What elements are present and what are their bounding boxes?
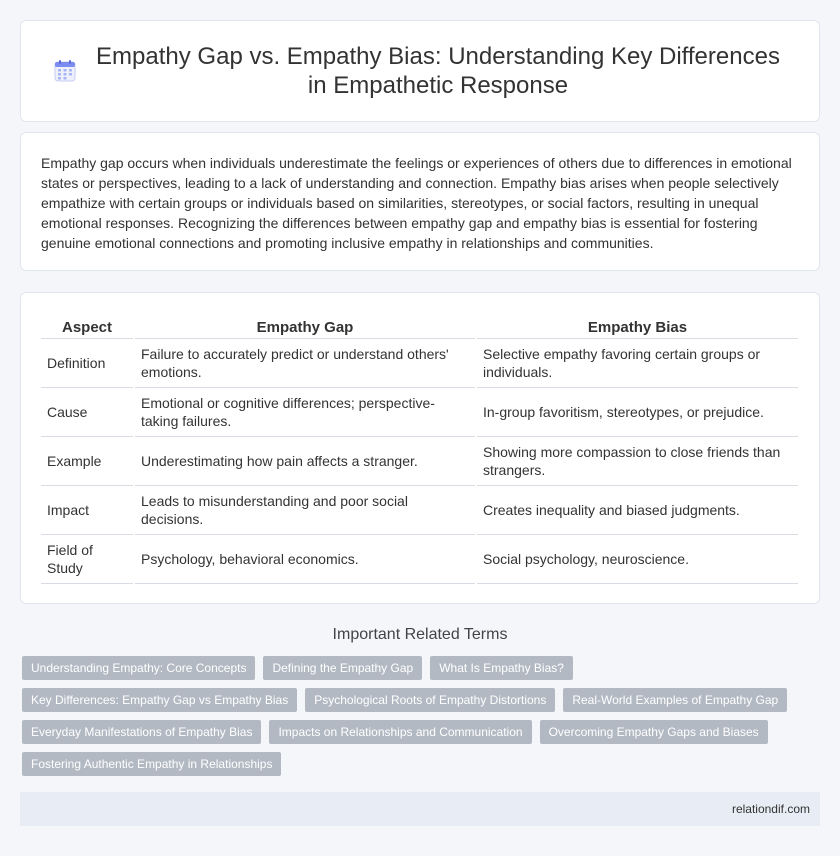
calendar-icon xyxy=(53,59,77,83)
row-empathy-bias: Selective empathy favoring certain groups or individuals. xyxy=(476,338,798,387)
related-term-tag[interactable]: Impacts on Relationships and Communication xyxy=(269,720,531,744)
row-aspect: Impact xyxy=(41,485,134,534)
page-title: Empathy Gap vs. Empathy Bias: Understanding Key Differences in Empathetic Response xyxy=(96,43,780,99)
row-aspect: Cause xyxy=(41,387,134,436)
table-row xyxy=(41,436,798,485)
row-empathy-gap: Leads to misunderstanding and poor social decisions. xyxy=(134,485,476,534)
footer xyxy=(20,792,820,826)
related-term-tag[interactable]: Everyday Manifestations of Empathy Bias xyxy=(22,720,261,744)
table-header-row xyxy=(41,313,798,338)
row-empathy-gap: Psychology, behavioral economics. xyxy=(134,534,476,583)
related-terms-list xyxy=(22,656,812,776)
header-empathy-bias: Empathy Bias xyxy=(476,313,798,338)
comparison-card xyxy=(20,292,820,604)
table-row xyxy=(41,338,798,387)
intro-paragraph: Empathy gap occurs when individuals underestimate the feelings or experiences of others due to differences in emotional states or perspectives, leading to a lack of understanding and connection. Empathy bias arises when people selectively empathize with certain groups or individuals based on similarities, stereotypes, or social factors, resulting in unequal emotional responses. Recognizing the differences between empathy gap and empathy bias is essential for fostering genuine emotional connections and promoting inclusive empathy in relationships and communities. xyxy=(41,155,792,251)
related-term-tag[interactable]: What Is Empathy Bias? xyxy=(430,656,573,680)
row-empathy-gap: Underestimating how pain affects a stranger. xyxy=(134,436,476,485)
row-aspect: Field of Study xyxy=(41,534,134,583)
row-empathy-bias: Showing more compassion to close friends than strangers. xyxy=(476,436,798,485)
row-empathy-bias: In-group favoritism, stereotypes, or prejudice. xyxy=(476,387,798,436)
header-empathy-gap: Empathy Gap xyxy=(134,313,476,338)
row-empathy-bias: Social psychology, neuroscience. xyxy=(476,534,798,583)
row-aspect: Definition xyxy=(41,338,134,387)
related-terms-title: Important Related Terms xyxy=(332,626,508,643)
row-empathy-gap: Failure to accurately predict or understand others' emotions. xyxy=(134,338,476,387)
related-term-tag[interactable]: Fostering Authentic Empathy in Relationships xyxy=(22,752,281,776)
related-term-tag[interactable]: Understanding Empathy: Core Concepts xyxy=(22,656,255,680)
header-aspect: Aspect xyxy=(41,313,134,338)
related-term-tag[interactable]: Defining the Empathy Gap xyxy=(263,656,422,680)
intro-card xyxy=(20,132,820,271)
footer-site-link[interactable]: relationdif.com xyxy=(731,802,810,816)
related-term-tag[interactable]: Psychological Roots of Empathy Distortions xyxy=(305,688,555,712)
related-term-tag[interactable]: Real-World Examples of Empathy Gap xyxy=(563,688,787,712)
row-empathy-gap: Emotional or cognitive differences; perspective-taking failures. xyxy=(134,387,476,436)
table-row xyxy=(41,485,798,534)
header-card xyxy=(20,20,820,122)
comparison-table xyxy=(41,313,798,584)
table-row xyxy=(41,387,798,436)
related-term-tag[interactable]: Overcoming Empathy Gaps and Biases xyxy=(540,720,768,744)
related-term-tag[interactable]: Key Differences: Empathy Gap vs Empathy Bias xyxy=(22,688,297,712)
row-empathy-bias: Creates inequality and biased judgments. xyxy=(476,485,798,534)
row-aspect: Example xyxy=(41,436,134,485)
table-row xyxy=(41,534,798,583)
